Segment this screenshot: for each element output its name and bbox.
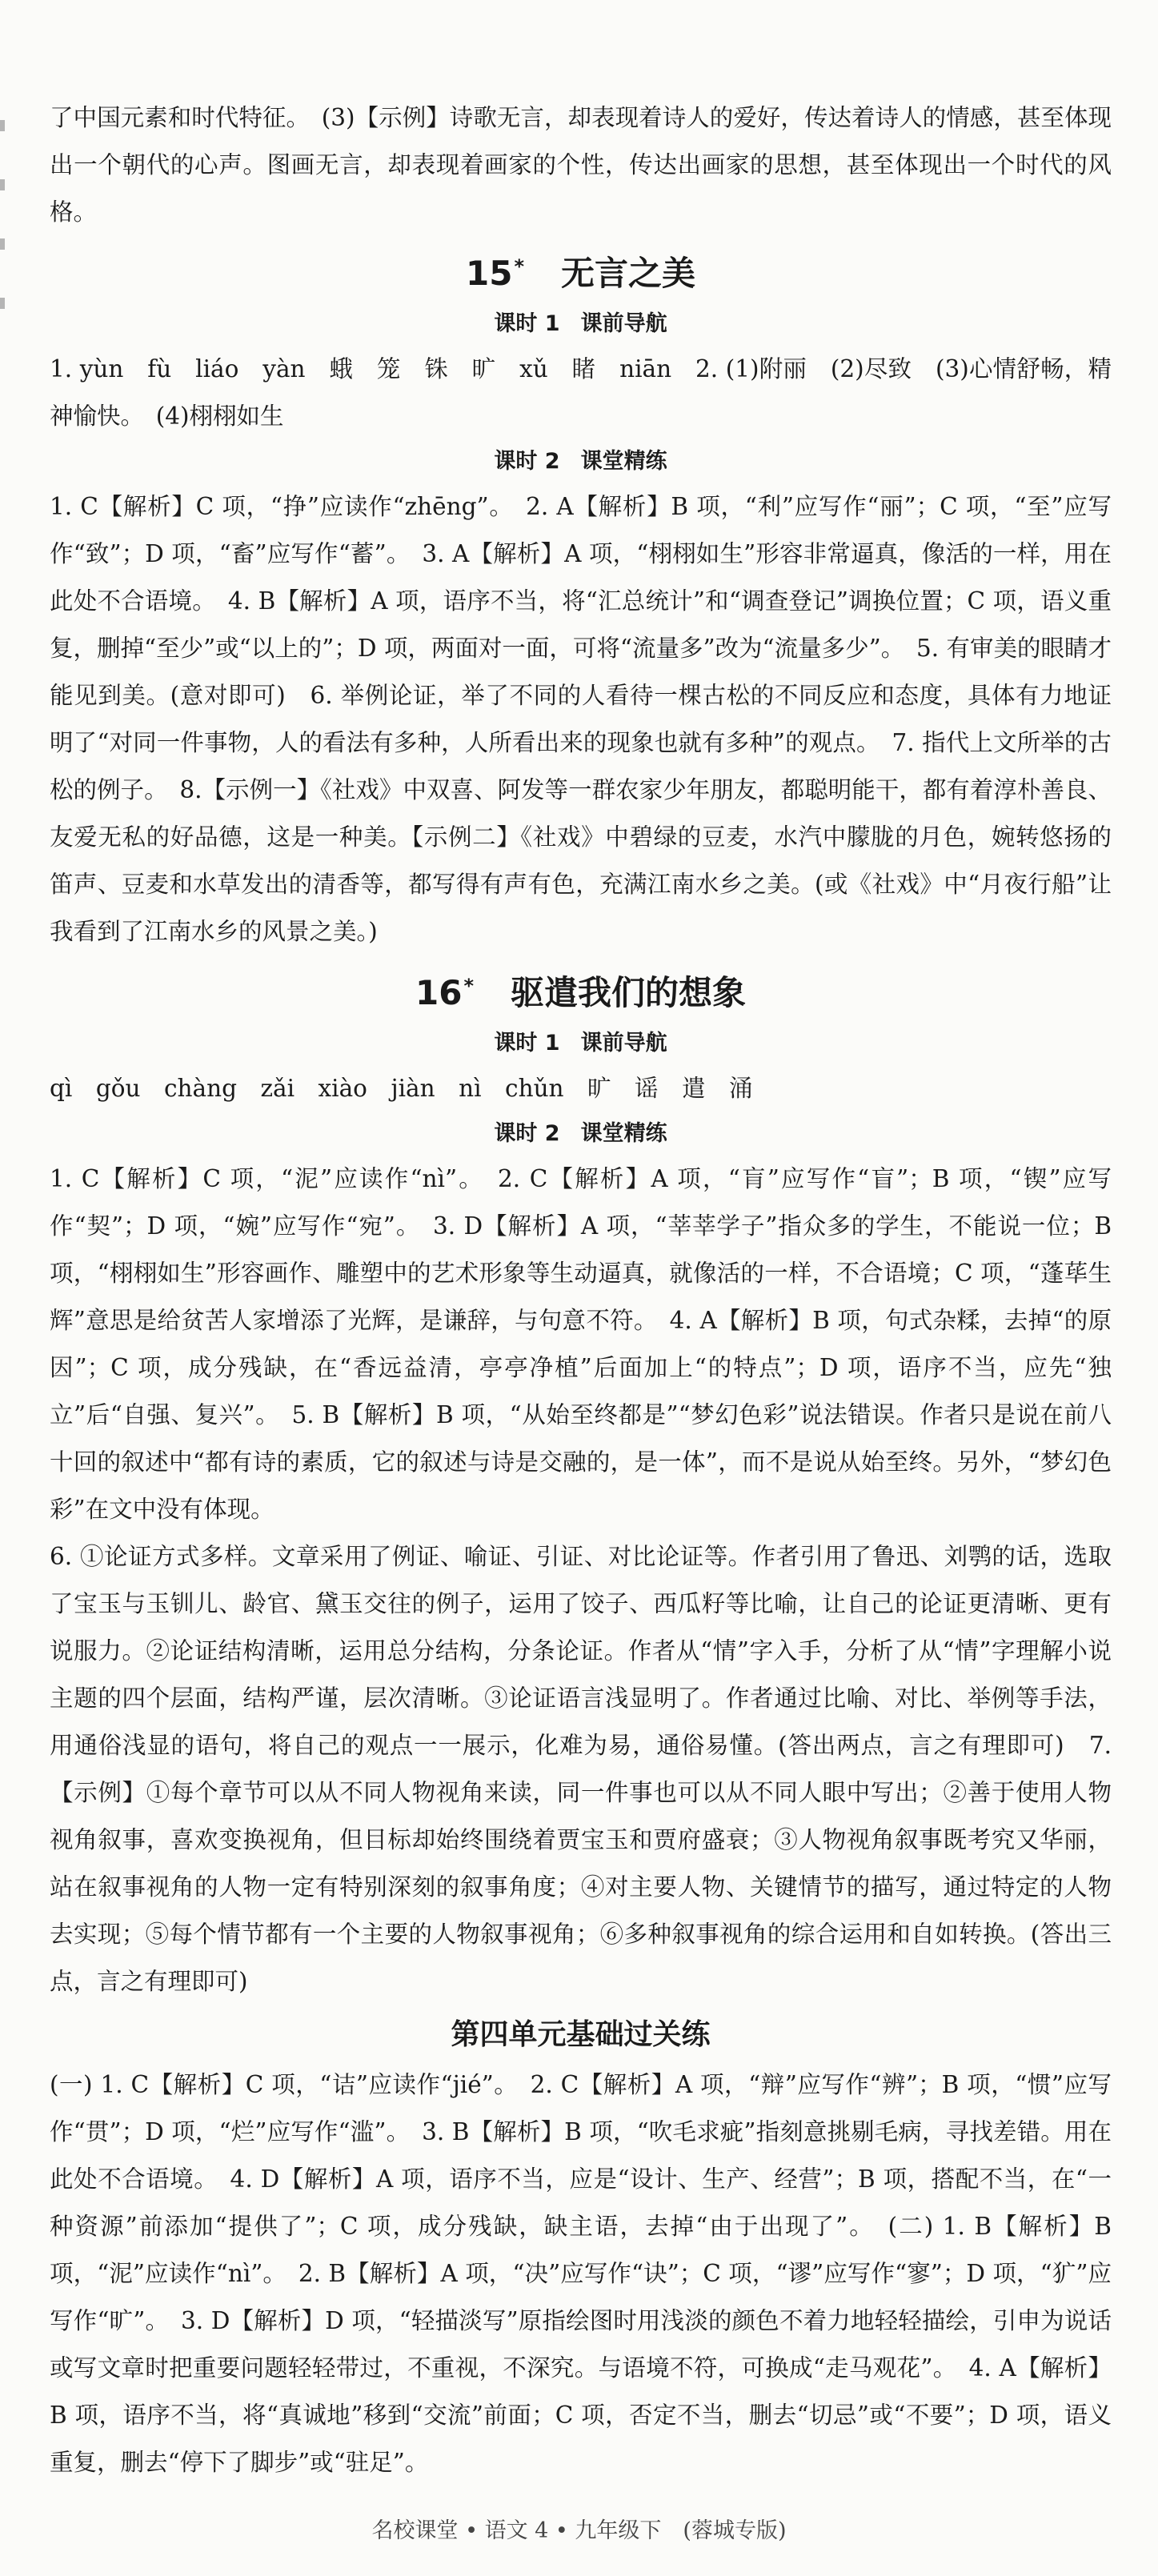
lesson-15-period-1-answers: 1. yùn fù liáo yàn 蛾 笼 铢 旷 xǔ 睹 niān 2. (1)附丽 (2)尽致 (3)心情舒畅，精神愉快。 (4)栩栩如生	[50, 355, 1112, 430]
lesson-15-period-1-heading: 课时 1 课前导航	[494, 311, 667, 336]
page-footer: 名校课堂 • 语文 4 • 九年级下 (蓉城专版)	[371, 2518, 787, 2543]
intro-paragraph: 了中国元素和时代特征。 (3)【示例】诗歌无言，却表现着诗人的爱好，传达着诗人的情感，甚至体现出一个朝代的心声。图画无言，却表现着画家的个性，传达出画家的思想，甚至体现出一个时代的风格。	[50, 104, 1112, 226]
lesson-15-name: 无言之美	[561, 254, 696, 293]
unit-4-answers: (一) 1. C【解析】C 项，“诘”应读作“jié”。 2. C【解析】A 项，“辩”应写作“辨”；B 项，“惯”应写作“贯”；D 项，“烂”应写作“滥”。 3. B【解析】B 项，“吹毛求疵”指刻意挑剔毛病，寻找差错。用在此处不合语境。 4. D【解析】A 项，语序不当，应是“设计、生产、经营”；B 项，搭配不当，在“一种资源”前添加“提供了”；C 项，成分残缺，缺主语，去掉“由于出现了”。 (二) 1. B【解析】B 项，“泥”应读作“nì”。 2. B【解析】A 项，“决”应写作“诀”；C 项，“谬”应写作“寥”；D 项，“犷”应写作“旷”。 3. D【解析】D 项，“轻描淡写”原指绘图时用浅淡的颜色不着力地轻轻描绘，引申为说话或写文章时把重要问题轻轻带过，不重视，不深究。与语境不符，可换成“走马观花”。 4. A【解析】B 项，语序不当，将“真诚地”移到“交流”前面；C 项，否定不当，删去“切忌”或“不要”；D 项，语义重复，删去“停下了脚步”或“驻足”。	[50, 2071, 1112, 2476]
lesson-16-period-2-heading: 课时 2 课堂精练	[494, 1121, 667, 1146]
lesson-16-period-1-heading: 课时 1 课前导航	[494, 1031, 667, 1056]
binding-edge-marks	[0, 120, 8, 440]
lesson-15-period-2-answers: 1. C【解析】C 项，“挣”应读作“zhēng”。 2. A【解析】B 项，“利”应写作“丽”；C 项，“至”应写作“致”；D 项，“畜”应写作“蓄”。 3. A【解析】A 项，“栩栩如生”形容非常逼真，像活的一样，用在此处不合语境。 4. B【解析】A 项，语序不当，将“汇总统计”和“调查登记”调换位置；C 项，语义重复，删掉“至少”或“以上的”；D 项，两面对一面，可将“流量多”改为“流量多少”。 5. 有审美的眼睛才能见到美。(意对即可) 6. 举例论证，举了不同的人看待一棵古松的不同反应和态度，具体有力地证明了“对同一件事物，人的看法有多种，人所看出来的现象也就有多种”的观点。 7. 指代上文所举的古松的例子。 8.【示例一】《社戏》中双喜、阿发等一群农家少年朋友，都聪明能干，都有着淳朴善良、友爱无私的好品德，这是一种美。【示例二】《社戏》中碧绿的豆麦，水汽中朦胧的月色，婉转悠扬的笛声、豆麦和水草发出的清香等，都写得有声有色，充满江南水乡之美。(或《社戏》中“月夜行船”让我看到了江南水乡的风景之美。)	[50, 493, 1112, 945]
lesson-16-number: 16*	[415, 973, 474, 1012]
lesson-15-period-2-heading: 课时 2 课堂精练	[494, 449, 667, 474]
lesson-16-question-6-7: 6. ①论证方式多样。文章采用了例证、喻证、引证、对比论证等。作者引用了鲁迅、刘鹗的话，选取了宝玉与玉钏儿、龄官、黛玉交往的例子，运用了饺子、西瓜籽等比喻，让自己的论证更清晰、更有说服力。②论证结构清晰，运用总分结构，分条论证。作者从“情”字入手，分析了从“情”字理解小说主题的四个层面，结构严谨，层次清晰。③论证语言浅显明了。作者通过比喻、对比、举例等手法，用通俗浅显的语句，将自己的观点一一展示，化难为易，通俗易懂。(答出两点，言之有理即可) 7.【示例】①每个章节可以从不同人物视角来读，同一件事也可以从不同人眼中写出；②善于使用人物视角叙事，喜欢变换视角，但目标却始终围绕着贾宝玉和贾府盛衰；③人物视角叙事既考究又华丽，站在叙事视角的人物一定有特别深刻的叙事角度；④对主要人物、关键情节的描写，通过特定的人物去实现；⑤每个情节都有一个主要的人物叙事视角；⑥多种叙事视角的综合运用和自如转换。(答出三点，言之有理即可)	[50, 1543, 1112, 1995]
lesson-16-name: 驱遣我们的想象	[511, 973, 747, 1012]
lesson-16-period-2-answers: 1. C【解析】C 项，“泥”应读作“nì”。 2. C【解析】A 项，“肓”应写作“盲”；B 项，“锲”应写作“契”；D 项，“婉”应写作“宛”。 3. D【解析】A 项，“莘莘学子”指众多的学生，不能说一位；B 项，“栩栩如生”形容画作、雕塑中的艺术形象等生动逼真，就像活的一样，不合语境；C 项，“蓬荜生辉”意思是给贫苦人家增添了光辉，是谦辞，与句意不符。 4. A【解析】B 项，句式杂糅，去掉“的原因”；C 项，成分残缺，在“香远益清，亭亭净植”后面加上“的特点”；D 项，语序不当，应先“独立”后“自强、复兴”。 5. B【解析】B 项，“从始至终都是”“梦幻色彩”说法错误。作者只是说在前八十回的叙述中“都有诗的素质，它的叙述与诗是交融的，是一体”，而不是说从始至终。另外，“梦幻色彩”在文中没有体现。	[50, 1165, 1112, 1523]
lesson-16-period-1-answers: qì gǒu chàng zǎi xiào jiàn nì chǔn 旷 谣 遣 涌	[50, 1075, 753, 1102]
lesson-15-number: 15*	[465, 254, 524, 293]
lesson-16-title	[50, 960, 1112, 1019]
lesson-15-title	[50, 241, 1112, 299]
unit-4-title: 第四单元基础过关练	[451, 2018, 711, 2051]
